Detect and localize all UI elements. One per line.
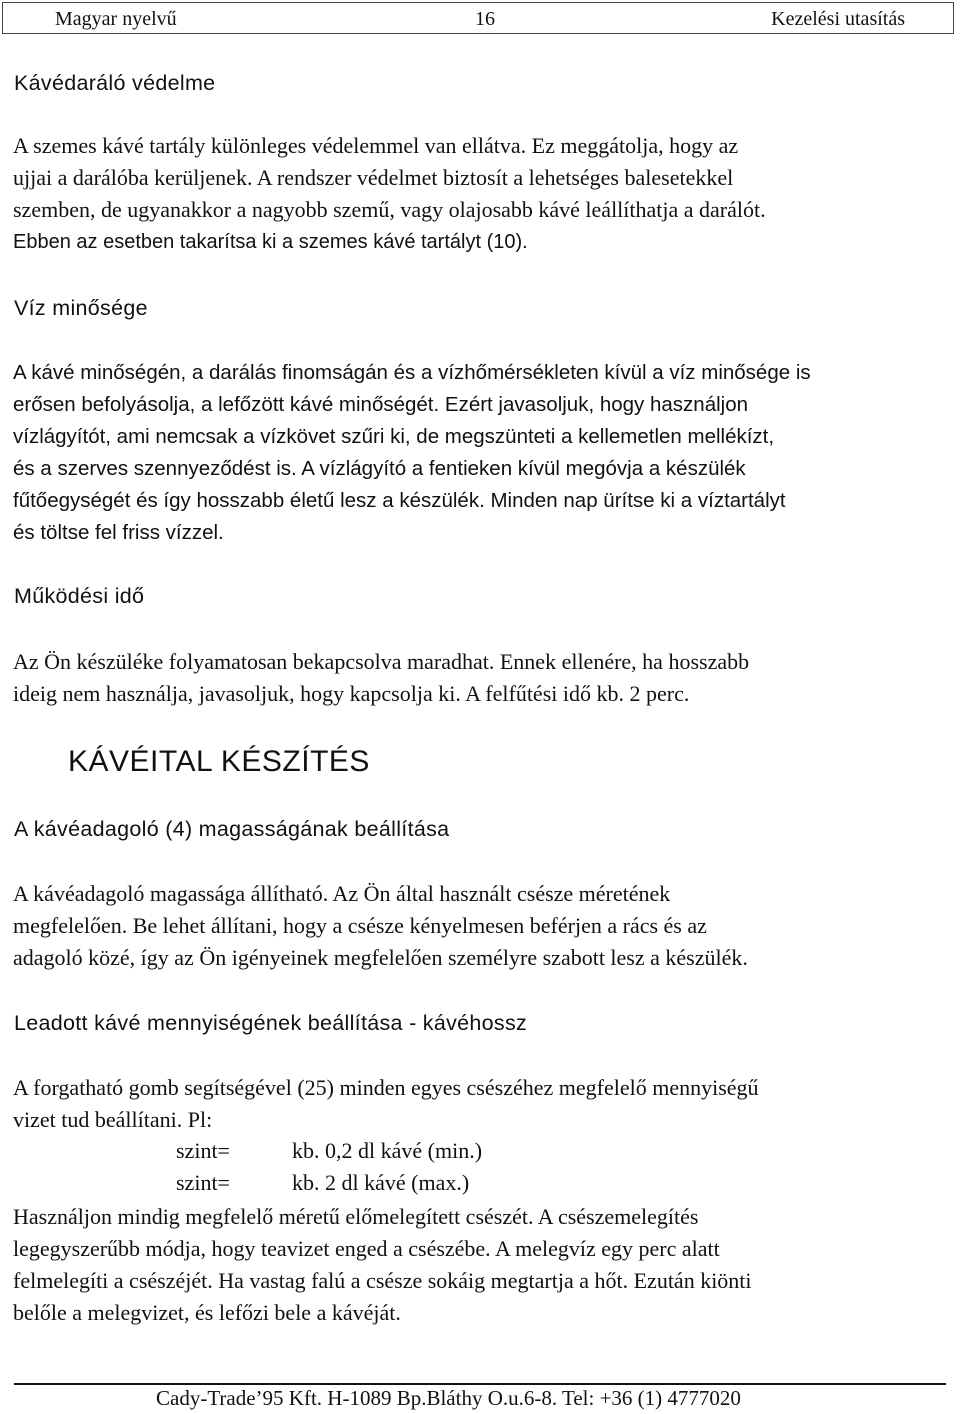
paragraph-line: A kávéadagoló magassága állítható. Az Ön által használt csésze méretének bbox=[13, 881, 671, 906]
paragraph-line: Az Ön készüléke folyamatosan bekapcsolva maradhat. Ennek ellenére, ha hosszabb bbox=[13, 649, 750, 674]
paragraph-line: vízlágyítót, ami nemcsak a vízkövet szűri ki, de megszünteti a kellemetlen mellékízt, bbox=[13, 425, 775, 448]
paragraph-line: ujjai a darálóba kerüljenek. A rendszer védelmet biztosít a lehetséges balesetekkel bbox=[13, 165, 734, 190]
water-quality-heading: Víz minősége bbox=[14, 296, 148, 320]
paragraph-line: szemben, de ugyanakkor a nagyobb szemű, vagy olajosabb kávé leállíthatja a darálót. bbox=[13, 197, 766, 222]
main-section-title: KÁVÉITAL KÉSZÍTÉS bbox=[68, 745, 370, 778]
paragraph-line: A forgatható gomb segítségével (25) minden egyes csészéhez megfelelő mennyiségű bbox=[13, 1075, 759, 1100]
operating-time-heading: Működési idő bbox=[14, 584, 145, 608]
paragraph-line: és a szerves szennyeződést is. A vízlágyító a fentieken kívül megóvja a készülék bbox=[13, 457, 746, 480]
footer-divider bbox=[14, 1383, 946, 1385]
level-max-label: szint= bbox=[176, 1170, 230, 1195]
paragraph-line: ideig nem használja, javasoljuk, hogy kapcsolja ki. A felfűtési idő kb. 2 perc. bbox=[13, 681, 690, 706]
paragraph-line: vizet tud beállítani. Pl: bbox=[13, 1107, 213, 1132]
operating-time-paragraph bbox=[13, 646, 948, 710]
header-manual-title: Kezelési utasítás bbox=[771, 8, 905, 30]
paragraph-line: A kávé minőségén, a darálás finomságán és a vízhőmérsékleten kívül a víz minősége is bbox=[13, 361, 811, 384]
level-min-value: kb. 0,2 dl kávé (min.) bbox=[292, 1138, 483, 1163]
paragraph-line: legegyszerűbb módja, hogy teavizet enged a csészébe. A melegvíz egy perc alatt bbox=[13, 1236, 720, 1261]
header-language: Magyar nyelvű bbox=[55, 8, 177, 30]
coffee-amount-intro bbox=[13, 1072, 948, 1136]
paragraph-line: Használjon mindig megfelelő méretű előmelegített csészét. A csészemelegítés bbox=[13, 1204, 699, 1229]
grinder-protection-heading: Kávédaráló védelme bbox=[14, 71, 216, 95]
paragraph-line: megfelelően. Be lehet állítani, hogy a csésze kényelmesen beférjen a rács és az bbox=[13, 913, 707, 938]
paragraph-line: belőle a melegvizet, és lefőzi bele a kávéját. bbox=[13, 1300, 401, 1325]
dispenser-height-heading: A kávéadagoló (4) magasságának beállítása bbox=[14, 817, 450, 841]
water-quality-paragraph bbox=[13, 357, 948, 549]
level-max-value: kb. 2 dl kávé (max.) bbox=[292, 1170, 470, 1195]
paragraph-line: A szemes kávé tartály különleges védelemmel van ellátva. Ez meggátolja, hogy az bbox=[13, 133, 739, 158]
coffee-amount-outro bbox=[13, 1201, 948, 1329]
footer-company-info: Cady-Trade’95 Kft. H-1089 Bp.Bláthy O.u.6-8. Tel: +36 (1) 4777020 bbox=[156, 1386, 741, 1410]
paragraph-line: felmelegíti a csészéjét. Ha vastag falú a csésze sokáig megtartja a hőt. Ezután kiönti bbox=[13, 1268, 752, 1293]
paragraph-line: fűtőegységét és így hosszabb életű lesz a készülék. Minden nap ürítse ki a víztartályt bbox=[13, 489, 786, 512]
level-min-label: szint= bbox=[176, 1138, 230, 1163]
page-number: 16 bbox=[475, 8, 495, 30]
grinder-protection-paragraph bbox=[13, 130, 948, 258]
page-header bbox=[2, 2, 954, 34]
paragraph-line: adagoló közé, így az Ön igényeinek megfelelően személyre szabott lesz a készülék. bbox=[13, 945, 748, 970]
coffee-amount-heading: Leadott kávé mennyiségének beállítása - kávéhossz bbox=[14, 1011, 528, 1035]
dispenser-height-paragraph bbox=[13, 878, 948, 974]
paragraph-line: erősen befolyásolja, a lefőzött kávé minőségét. Ezért javasoljuk, hogy használjon bbox=[13, 393, 749, 416]
paragraph-line: és töltse fel friss vízzel. bbox=[13, 521, 224, 544]
paragraph-line: Ebben az esetben takarítsa ki a szemes kávé tartályt (10). bbox=[13, 231, 528, 253]
